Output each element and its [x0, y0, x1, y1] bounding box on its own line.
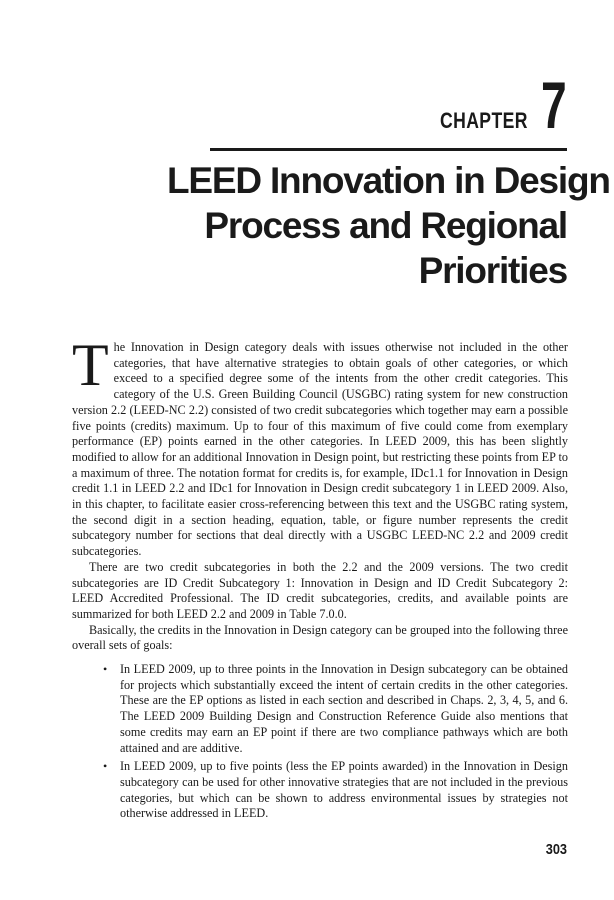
page-number: 303	[545, 841, 567, 858]
intro-paragraph-text: he Innovation in Design category deals with issues otherwise not included in the other categories, that have alternative strategies to obtain goals of other categories, or which exceed to a specified degree some of the intents from the other credit categories. This category of the U.S. Green Building Council (USGBC) rating system for new construction version 2.2 (LEED-NC 2.2) consisted of two credit subcategories which together may earn a possible five points (credits) maximum. Up to four of this maximum of five could come from exemplary performance (EP) points earned in the other categories. In LEED 2009, this has been slightly modified to allow for an additional Innovation in Design point, but restricting these points from EP to a maximum of three. The notation format for credits is, for example, IDc1.1 for Innovation in Design credit 1.1 in LEED 2.2 and IDc1 for Innovation in Design credit subcategory 1 in LEED 2009. Also, in this chapter, to facilitate easier cross-referencing between this text and the USGBC rating system, the second digit in a section heading, equation, table, or figure number represents the credit subcategory number for sections that deal directly with a USGBC LEED-NC 2.2 and 2009 credit subcategories.	[72, 340, 568, 559]
bullet-icon: •	[103, 662, 108, 677]
chapter-title-line-3: Priorities	[418, 250, 567, 291]
bullet-icon: •	[103, 759, 108, 774]
goals-list	[72, 662, 568, 822]
list-item	[72, 759, 568, 822]
chapter-number: 7	[541, 68, 567, 142]
body-text	[72, 332, 568, 825]
title-rule	[210, 148, 567, 151]
list-item	[72, 662, 568, 756]
chapter-label: CHAPTER	[440, 108, 529, 134]
goals-intro-paragraph: Basically, the credits in the Innovation in Design category can be grouped into the following three overall sets of goals:	[72, 622, 568, 653]
list-item-text: In LEED 2009, up to three points in the Innovation in Design subcategory can be obtained for projects which substantially exceed the intent of certain credits in the other categories. These are the EP options as listed in each section and described in Chaps. 2, 3, 4, 5, and 6. The LEED 2009 Building Design and Construction Reference Guide also mentions that some credits may earn an EP point if there are two compliance pathways which are both attained and are additive.	[120, 662, 568, 755]
chapter-title	[167, 158, 610, 293]
list-item-text: In LEED 2009, up to five points (less the EP points awarded) in the Innovation in Design subcategory can be used for other innovative strategies that are not included in the previous categories, but which can be shown to address environmental issues by strategies not otherwise addressed in LEED.	[120, 759, 568, 821]
drop-cap: T	[72, 332, 109, 398]
chapter-heading	[418, 68, 567, 142]
chapter-title-line-2: Process and Regional	[204, 205, 567, 246]
subcategories-paragraph: There are two credit subcategories in both the 2.2 and the 2009 versions. The two credit subcategories are ID Credit Subcategory 1: Innovation in Design and ID Credit Subcategory 2: LEED Accredited Professional. The ID credit subcategories, credits, and available points are summarized for both LEED 2.2 and 2009 in Table 7.0.0.	[72, 559, 568, 621]
intro-paragraph	[72, 332, 568, 560]
chapter-title-line-1: LEED Innovation in Design	[167, 160, 610, 201]
